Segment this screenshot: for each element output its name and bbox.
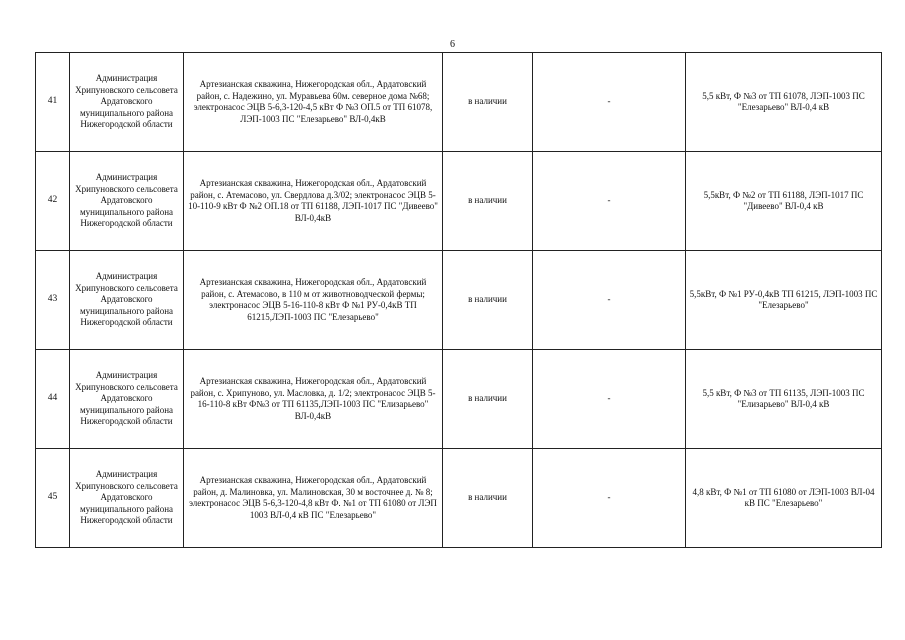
page-number: 6 [450,39,455,50]
status-cell: в наличии [443,152,533,251]
power-cell: 5,5кВт, Ф №2 от ТП 61188, ЛЭП-1017 ПС "Дивеево" ВЛ-0,4 кВ [686,152,882,251]
row-number: 42 [36,152,70,251]
status-cell: в наличии [443,449,533,548]
note-cell: - [533,152,686,251]
status-cell: в наличии [443,251,533,350]
description-cell: Артезианская скважина, Нижегородская обл., Ардатовский район, с. Атемасово, ул. Свердлова д.3/02; электронасос ЭЦВ 5-10-110-9 кВт Ф №2 ОП.18 от ТП 61188, ЛЭП-1017 ПС "Дивеево" ВЛ-0,4кВ [184,152,443,251]
note-cell: - [533,251,686,350]
row-number: 43 [36,251,70,350]
row-number: 45 [36,449,70,548]
power-cell: 5,5кВт, Ф №1 РУ-0,4кВ ТП 61215, ЛЭП-1003 ПС "Елезарьево" [686,251,882,350]
power-cell: 5,5 кВт, Ф №3 от ТП 61135, ЛЭП-1003 ПС "Елизарьево" ВЛ-0,4 кВ [686,350,882,449]
owner-cell: Администрация Хрипуновского сельсовета Ардатовского муниципального района Нижегородской области [70,251,184,350]
note-cell: - [533,350,686,449]
status-cell: в наличии [443,53,533,152]
owner-cell: Администрация Хрипуновского сельсовета Ардатовского муниципального района Нижегородской области [70,449,184,548]
power-cell: 4,8 кВт, Ф №1 от ТП 61080 от ЛЭП-1003 ВЛ-04 кВ ПС "Елезарьево" [686,449,882,548]
note-cell: - [533,449,686,548]
description-cell: Артезианская скважина, Нижегородская обл., Ардатовский район, с. Хрипуново, ул. Масловка, д. 1/2; электронасос ЭЦВ 5-16-110-8 кВт Ф№3 от ТП 61135,ЛЭП-1003 ПС "Елизарьево" ВЛ-0,4кВ [184,350,443,449]
table-row [36,152,882,251]
owner-cell: Администрация Хрипуновского сельсовета Ардатовского муниципального района Нижегородской области [70,53,184,152]
status-cell: в наличии [443,350,533,449]
description-cell: Артезианская скважина, Нижегородская обл., Ардатовский район, д. Малиновка, ул. Малиновская, 30 м восточнее д. № 8; электронасос ЭЦВ 5-6,3-120-4,8 кВт Ф. №1 от ТП 61080 от ЛЭП 1003 ВЛ-0,4 кВ ПС "Елезарьево" [184,449,443,548]
description-cell: Артезианская скважина, Нижегородская обл., Ардатовский район, с. Атемасово, в 110 м от животноводческой фермы; электронасос ЭЦВ 5-16-110-8 кВт Ф №1 РУ-0,4кВ ТП 61215,ЛЭП-1003 ПС "Елезарьево" [184,251,443,350]
power-cell: 5,5 кВт, Ф №3 от ТП 61078, ЛЭП-1003 ПС "Елезарьево" ВЛ-0,4 кВ [686,53,882,152]
table-row [36,53,882,152]
row-number: 44 [36,350,70,449]
table-row [36,251,882,350]
table-row [36,350,882,449]
note-cell: - [533,53,686,152]
owner-cell: Администрация Хрипуновского сельсовета Ардатовского муниципального района Нижегородской области [70,350,184,449]
table-row [36,449,882,548]
owner-cell: Администрация Хрипуновского сельсовета Ардатовского муниципального района Нижегородской области [70,152,184,251]
registry-table [35,52,882,548]
description-cell: Артезианская скважина, Нижегородская обл., Ардатовский район, с. Надежино, ул. Муравьева 60м. северное дома №68; электронасос ЭЦВ 5-6,3-120-4,5 кВт Ф №3 ОП.5 от ТП 61078, ЛЭП-1003 ПС "Елезарьево" ВЛ-0,4кВ [184,53,443,152]
row-number: 41 [36,53,70,152]
